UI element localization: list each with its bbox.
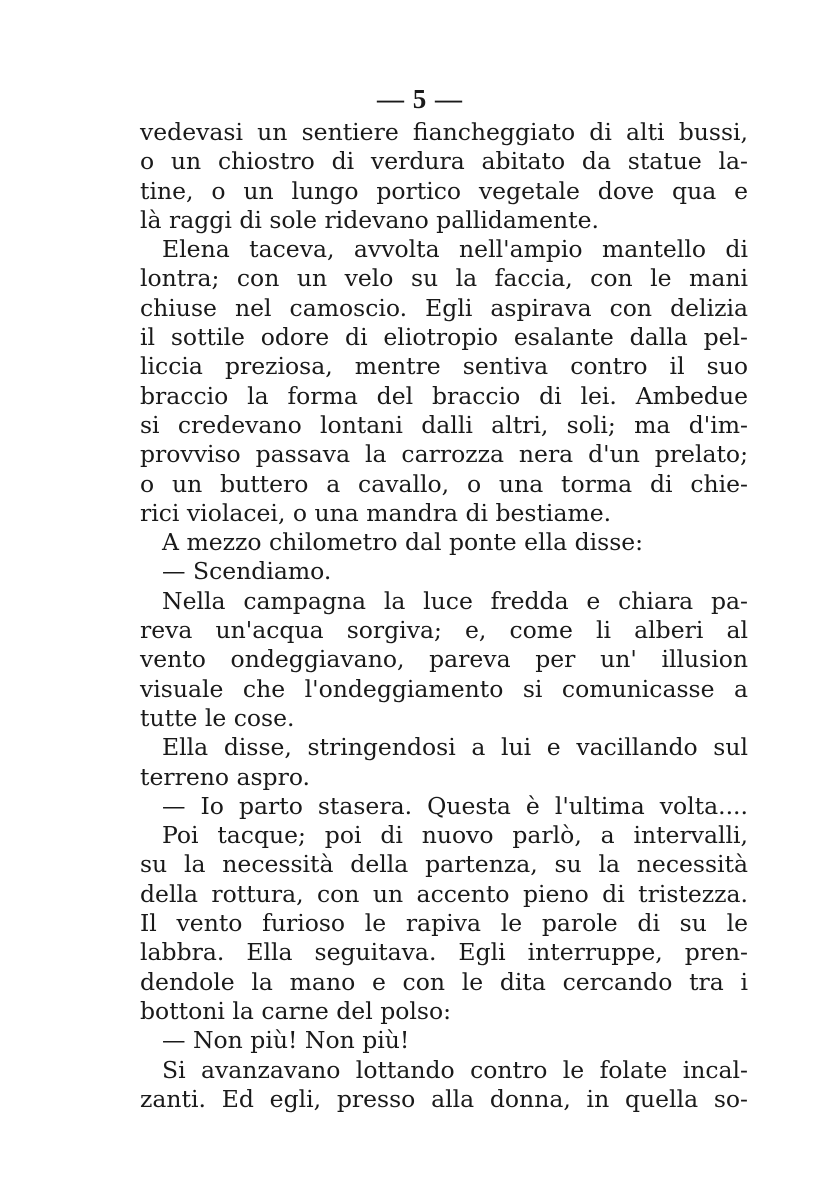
text-line: il sottile odore di eliotropio esalante dalla pel- <box>140 323 748 352</box>
text-line: reva un'acqua sorgiva; e, come li alberi al <box>140 616 748 645</box>
text-line: Ella disse, stringendosi a lui e vacillando sul <box>162 733 748 762</box>
text-line: si credevano lontani dalli altri, soli; ma d'im- <box>140 410 748 439</box>
text-line: terreno aspro. <box>140 762 311 791</box>
text-line: tutte le cose. <box>140 703 295 732</box>
text-line: su la necessità della partenza, su la necessità <box>140 850 748 879</box>
text-line: lontra; con un velo su la faccia, con le mani <box>140 264 748 293</box>
text-line: zanti. Ed egli, presso alla donna, in quella so- <box>140 1084 748 1113</box>
text-line: tine, o un lungo portico vegetale dove qua e <box>140 176 748 205</box>
page-number: — 5 — <box>377 84 463 114</box>
text-line: A mezzo chilometro dal ponte ella disse: <box>162 528 644 557</box>
text-line: liccia preziosa, mentre sentiva contro il suo <box>140 352 748 381</box>
text-line: Il vento furioso le rapiva le parole di su le <box>140 909 748 938</box>
text-line: o un buttero a cavallo, o una torma di chie- <box>140 469 748 498</box>
text-line: — Scendiamo. <box>162 557 332 586</box>
text-line: dendole la mano e con le dita cercando tra i <box>140 967 748 996</box>
text-line: della rottura, con un accento pieno di tristezza. <box>140 879 748 908</box>
text-line: — Io parto stasera. Questa è l'ultima volta.... <box>162 791 748 820</box>
text-line: provviso passava la carrozza nera d'un prelato; <box>140 440 748 469</box>
text-line: là raggi di sole ridevano pallidamente. <box>140 205 599 234</box>
text-line: braccio la forma del braccio di lei. Ambedue <box>140 381 748 410</box>
text-line: bottoni la carne del polso: <box>140 996 452 1025</box>
text-line: — Non più! Non più! <box>162 1026 410 1055</box>
body-text <box>140 118 748 1114</box>
text-line: vedevasi un sentiere fiancheggiato di alti bussi, <box>140 118 748 146</box>
text-line: Si avanzavano lottando contro le folate incal- <box>162 1055 748 1084</box>
text-line: visuale che l'ondeggiamento si comunicasse a <box>140 674 748 703</box>
text-line: Nella campagna la luce fredda e chiara pa- <box>162 586 748 615</box>
text-line: Poi tacque; poi di nuovo parlò, a intervalli, <box>162 821 748 850</box>
text-line: Elena taceva, avvolta nell'ampio mantello di <box>162 235 748 264</box>
text-line: o un chiostro di verdura abitato da statue la- <box>140 147 748 176</box>
text-line: labbra. Ella seguitava. Egli interruppe, pren- <box>140 938 748 967</box>
text-line: rici violacei, o una mandra di bestiame. <box>140 498 612 527</box>
text-line: chiuse nel camoscio. Egli aspirava con delizia <box>140 293 748 322</box>
text-line: vento ondeggiavano, pareva per un' illusion <box>140 645 748 674</box>
